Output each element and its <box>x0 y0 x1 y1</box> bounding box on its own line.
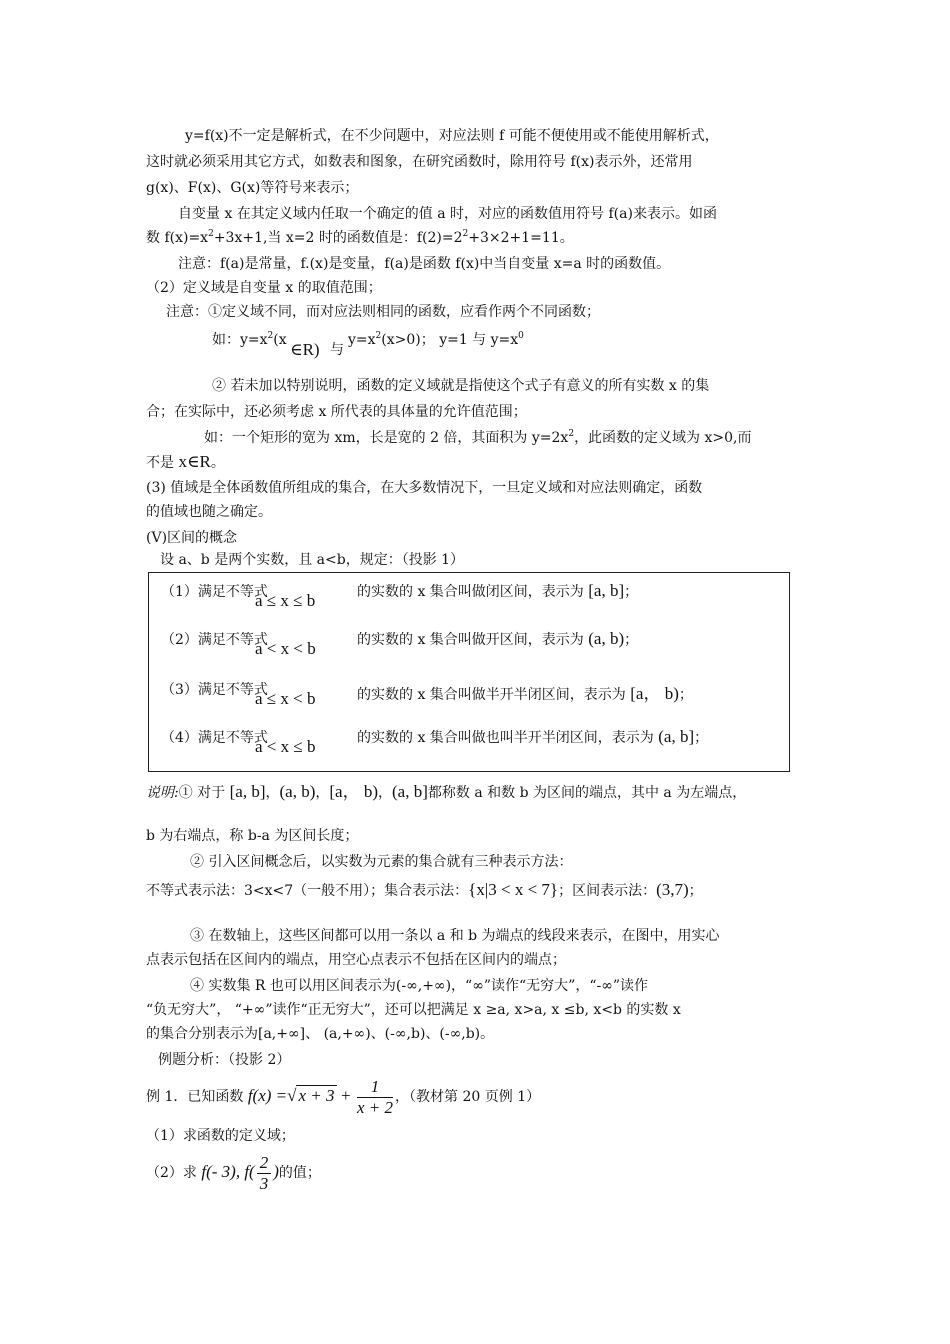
section-2-domain: （2）定义域是自变量 x 的取值范围； <box>146 280 382 296</box>
explain-line3: ② 引入区间概念后，以实数为元素的集合就有三种表示方法： <box>190 854 573 870</box>
para4-line2: 不是 x∈R。 <box>146 452 225 471</box>
row-text: 的实数的 x 集合叫做半开半闭区间，表示为 [a， b)； <box>357 684 693 703</box>
row-text: 的实数的 x 集合叫做开区间，表示为 (a, b)； <box>357 629 639 648</box>
interval-definition-box <box>148 572 790 772</box>
interval-setup: 设 a、b 是两个实数，且 a<b，规定：（投影 1） <box>160 552 465 568</box>
para2-line1: 自变量 x 在其定义域内任取一个确定的值 a 时，对应的函数值用符号 f(a)来表示。如函 <box>178 206 717 222</box>
row-inequality: a ≤ x < b <box>255 689 316 708</box>
explain-line2: b 为右端点，称 b-a 为区间长度； <box>146 828 359 844</box>
section-5-interval: (V)区间的概念 <box>146 530 238 546</box>
explain-line9: 的集合分别表示为[a,+∞]、 (a,+∞)、(-∞,b)、(-∞,b)。 <box>146 1026 495 1042</box>
para4-line1: 如：一个矩形的宽为 xm，长是宽的 2 倍，其面积为 $y=2x^2$，此函数的定义域为 x>0,而 <box>204 429 752 446</box>
example-functions-2: $y=x^2(x>0)$； y=1 与 $y=x^0$ <box>348 331 524 348</box>
row-inequality: a < x < b <box>255 639 316 658</box>
explain-line7: ④ 实数集 R 也可以用区间表示为(-∞,+∞)，“∞”读作“无穷大”，“-∞”读作 <box>190 978 649 994</box>
para1-line2: 这时就必须采用其它方式，如数表和图象，在研究函数时，除用符号 f(x)表示外，还常用 <box>146 154 693 170</box>
row-label: （4）满足不等式 <box>161 730 268 746</box>
question-1: （1）求函数的定义域； <box>146 1128 295 1144</box>
interval-row-closed <box>149 575 789 615</box>
section-3-range-line2: 的值域也随之确定。 <box>146 504 272 520</box>
question-2: （2）求 f(- 3), f( $\frac{2}{3}$ )的值； <box>146 1152 321 1193</box>
explain-line8: “负无穷大”， “+∞”读作“正无穷大”，还可以把满足 x ≥a, x>a, x ≤b, x<b 的实数 x <box>146 1002 681 1018</box>
para1-line3: g(x)、F(x)、G(x)等符号来表示； <box>146 180 359 196</box>
section-3-range-line1: (3) 值域是全体函数值所组成的集合，在大多数情况下，一旦定义域和对应法则确定，函数 <box>146 480 703 496</box>
para2-line2: 数 $f(x)=x^2+3x+1$,当 x=2 时的函数值是：$f(2)=2^2+3\times 2+1=11$。 <box>146 229 574 246</box>
interval-row-half-open-left <box>149 673 789 713</box>
note-different-domain: 注意：①定义域不同，而对应法则相同的函数，应看作两个不同函数； <box>166 304 600 320</box>
para3-line1: ② 若未加以特别说明，函数的定义域就是指使这个式子有意义的所有实数 x 的集 <box>212 378 710 394</box>
interval-row-open <box>149 623 789 663</box>
example-and: 与 <box>330 342 344 358</box>
explain-line6: 点表示包括在区间内的端点，用空心点表示不包括在区间内的端点； <box>146 952 566 968</box>
row-inequality: a < x ≤ b <box>255 737 316 756</box>
explain-line1: 说明:① 对于 [a, b]，(a, b)，[a， b)，(a, b]都称数 a 和数 b 为区间的端点，其中 a 为左端点， <box>146 782 747 801</box>
explain-line5: ③ 在数轴上，这些区间都可以用一条以 a 和 b 为端点的线段来表示，在图中，用实心 <box>190 928 720 944</box>
row-label: （2）满足不等式 <box>161 632 268 648</box>
example-in-r: ∈R) <box>290 340 320 359</box>
row-label: （3）满足不等式 <box>161 682 268 698</box>
row-text: 的实数的 x 集合叫做也叫半开半闭区间，表示为 (a, b]； <box>357 727 709 746</box>
examples-heading: 例题分析：（投影 2） <box>158 1052 291 1068</box>
example-functions: 如：$y=x^2(x$ <box>212 331 287 348</box>
para3-line2: 合；在实际中，还必须考虑 x 所代表的具体量的允许值范围； <box>146 404 527 420</box>
row-label: （1）满足不等式 <box>161 584 268 600</box>
note-constant-variable: 注意：f(a)是常量，f.(x)是变量，f(a)是函数 f(x)中当自变量 x=a 时的函数值。 <box>178 256 671 272</box>
interval-row-half-open-right <box>149 721 789 761</box>
para1-line1: y=f(x)不一定是解析式，在不少问题中，对应法则 f 可能不便使用或不能使用解析式， <box>185 128 719 144</box>
row-text: 的实数的 x 集合叫做闭区间，表示为 [a, b]； <box>357 581 639 600</box>
explain-line4: 不等式表示法：3<x<7（一般不用）；集合表示法：{x|3 < x < 7}；区间表示法：(3,7)； <box>146 880 703 899</box>
row-inequality: a ≤ x ≤ b <box>255 591 316 610</box>
example-1: 例 1．已知函数 f(x) =√ x + 3 + $\frac{1}{x + 2}$ ，（教材第 20 页例 1） <box>146 1076 541 1117</box>
